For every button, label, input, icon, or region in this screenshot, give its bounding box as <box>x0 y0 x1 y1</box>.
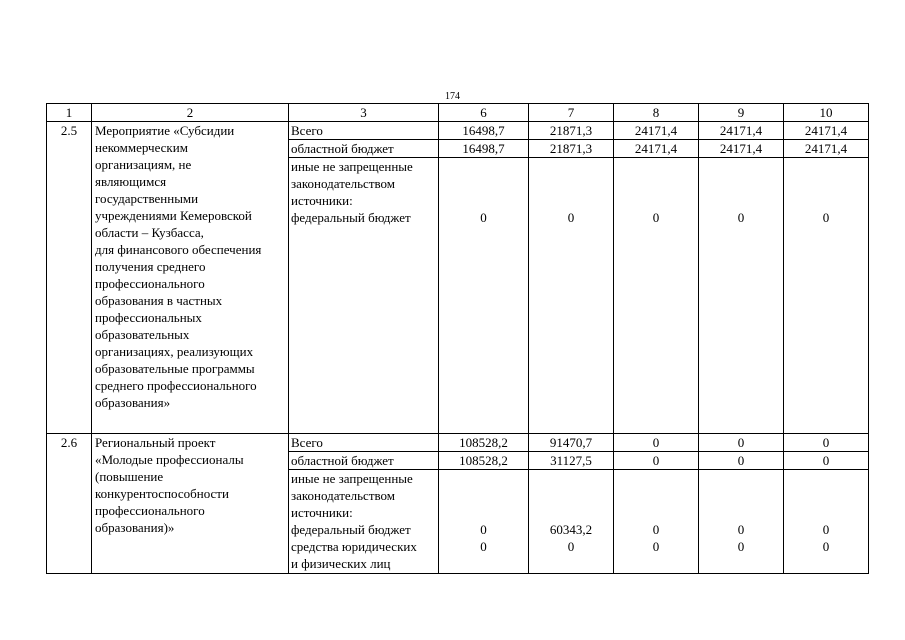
value-text: 60343,2 <box>549 522 593 537</box>
value-cell <box>784 158 869 434</box>
value-cell: 0 <box>614 452 699 470</box>
value-cell: 21871,3 <box>529 122 614 140</box>
header-cell: 1 <box>47 104 92 122</box>
source-line: федеральный бюджет <box>291 210 411 225</box>
value-cell: 24171,4 <box>614 122 699 140</box>
value-cell <box>614 158 699 434</box>
value-text: 0 <box>737 210 745 225</box>
value-text: 0 <box>652 539 660 554</box>
budget-table <box>46 103 869 574</box>
row-number: 2.6 <box>47 434 92 574</box>
value-cell: 16498,7 <box>439 140 529 158</box>
header-cell: 3 <box>289 104 439 122</box>
value-cell: 0 <box>699 434 784 452</box>
value-text: 0 <box>480 210 487 225</box>
value-text: 0 <box>652 210 660 225</box>
other-sources-cell <box>289 470 439 574</box>
header-cell: 2 <box>92 104 289 122</box>
value-text: 0 <box>737 522 745 537</box>
page-number: 174 <box>445 91 460 102</box>
value-text: 0 <box>822 210 830 225</box>
value-cell: 108528,2 <box>439 434 529 452</box>
value-text: 0 <box>480 522 487 537</box>
source-line: законодательством <box>291 488 396 503</box>
value-cell: 24171,4 <box>614 140 699 158</box>
row-number: 2.5 <box>47 122 92 434</box>
value-cell <box>529 158 614 434</box>
header-cell: 6 <box>439 104 529 122</box>
source-line: иные не запрещенные <box>291 471 413 486</box>
source-label: Всего <box>289 122 439 140</box>
value-text: 0 <box>737 539 745 554</box>
value-text: 0 <box>822 522 830 537</box>
value-cell: 31127,5 <box>529 452 614 470</box>
value-cell: 24171,4 <box>784 122 869 140</box>
activity-name: Мероприятие «Субсидии некоммерческим организациям, не являющимся государственными учреждениями Кемеровской области – Кузбасса, для финансового обеспечения получения среднего профессионального образования в частных профессиональных образовательных организациях, реализующих образовательные программы среднего профессионального образования» <box>92 122 289 434</box>
value-cell <box>699 470 784 574</box>
value-cell: 0 <box>699 452 784 470</box>
source-label: областной бюджет <box>289 140 439 158</box>
activity-name: Региональный проект «Молодые профессионалы (повышение конкурентоспособности профессионального образования)» <box>92 434 289 574</box>
source-label: Всего <box>289 434 439 452</box>
value-cell: 24171,4 <box>784 140 869 158</box>
value-cell <box>529 470 614 574</box>
source-line: федеральный бюджет <box>291 522 411 537</box>
value-cell <box>439 470 529 574</box>
value-cell: 108528,2 <box>439 452 529 470</box>
header-cell: 7 <box>529 104 614 122</box>
value-cell: 0 <box>784 452 869 470</box>
source-line: источники: <box>291 505 353 520</box>
header-cell: 10 <box>784 104 869 122</box>
header-row <box>47 104 869 122</box>
value-text: 0 <box>822 539 830 554</box>
source-label: областной бюджет <box>289 452 439 470</box>
source-line: и физических лиц <box>291 556 391 571</box>
value-cell: 24171,4 <box>699 122 784 140</box>
value-text: 0 <box>567 210 575 225</box>
value-cell: 0 <box>784 434 869 452</box>
value-cell <box>439 158 529 434</box>
header-cell: 9 <box>699 104 784 122</box>
source-line: иные не запрещенные <box>291 159 413 174</box>
value-cell <box>699 158 784 434</box>
header-cell: 8 <box>614 104 699 122</box>
other-sources-cell <box>289 158 439 434</box>
value-cell: 24171,4 <box>699 140 784 158</box>
value-cell: 0 <box>614 434 699 452</box>
source-line: источники: <box>291 193 353 208</box>
source-line: законодательством <box>291 176 396 191</box>
value-text: 0 <box>480 539 487 554</box>
table-row <box>47 122 869 140</box>
value-text: 0 <box>652 522 660 537</box>
value-cell: 16498,7 <box>439 122 529 140</box>
value-cell: 21871,3 <box>529 140 614 158</box>
value-cell: 91470,7 <box>529 434 614 452</box>
source-line: средства юридических <box>291 539 417 554</box>
value-cell <box>614 470 699 574</box>
table-row <box>47 434 869 452</box>
value-text: 0 <box>567 539 575 554</box>
value-cell <box>784 470 869 574</box>
